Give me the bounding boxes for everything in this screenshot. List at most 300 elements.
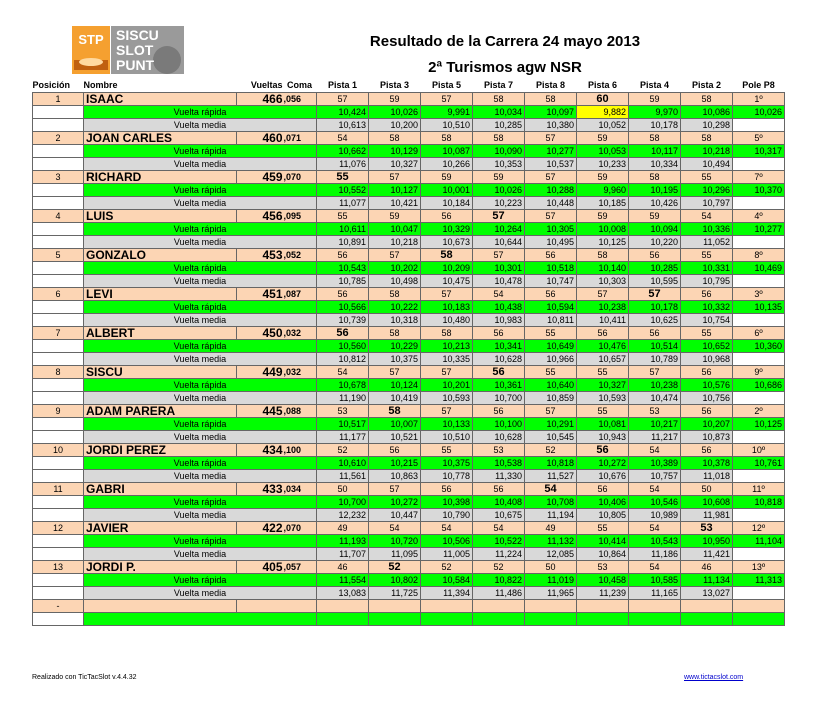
track-laps: 56 bbox=[629, 327, 681, 340]
track-laps: 52 bbox=[421, 561, 473, 574]
track-laps: 52 bbox=[369, 561, 421, 574]
mean-lap-time: 10,335 bbox=[421, 353, 473, 366]
mean-lap-time: 11,052 bbox=[681, 236, 733, 249]
mean-lap-time: 10,625 bbox=[629, 314, 681, 327]
fast-lap-time: 10,201 bbox=[421, 379, 473, 392]
mean-lap-label: Vuelta media bbox=[84, 392, 317, 405]
fast-lap-time: 10,124 bbox=[369, 379, 421, 392]
driver-row bbox=[33, 93, 785, 106]
mean-lap-time: 10,673 bbox=[421, 236, 473, 249]
mean-lap-time: 10,521 bbox=[369, 431, 421, 444]
blank-cell bbox=[33, 392, 84, 405]
track-laps: 53 bbox=[629, 405, 681, 418]
track-laps: 58 bbox=[369, 132, 421, 145]
mean-lap-time: 10,448 bbox=[525, 197, 577, 210]
fast-lap-time: 10,272 bbox=[577, 457, 629, 470]
fast-lap-time: 10,277 bbox=[525, 145, 577, 158]
fast-lap-label: Vuelta rápida bbox=[84, 340, 317, 353]
fast-lap-row bbox=[33, 574, 785, 587]
fast-lap-label: Vuelta rápida bbox=[84, 457, 317, 470]
fast-lap-time bbox=[733, 613, 785, 626]
fast-lap-time: 9,882 bbox=[577, 106, 629, 119]
fast-lap-time: 10,341 bbox=[473, 340, 525, 353]
mean-lap-time: 10,178 bbox=[629, 119, 681, 132]
mean-lap-time: 10,475 bbox=[421, 275, 473, 288]
track-laps: 59 bbox=[421, 171, 473, 184]
fast-lap-time: 10,336 bbox=[681, 223, 733, 236]
track-laps: 57 bbox=[369, 483, 421, 496]
mean-lap-time: 10,593 bbox=[421, 392, 473, 405]
blank-cell bbox=[733, 197, 785, 210]
footer-link[interactable]: www.tictacslot.com bbox=[684, 674, 744, 681]
mean-lap-time: 10,756 bbox=[681, 392, 733, 405]
mean-lap-time: 11,421 bbox=[681, 548, 733, 561]
track-laps: 57 bbox=[577, 288, 629, 301]
fast-lap-label: Vuelta rápida bbox=[84, 106, 317, 119]
fast-lap-time: 10,822 bbox=[473, 574, 525, 587]
laps-total: 459 bbox=[237, 171, 283, 184]
track-laps: 52 bbox=[525, 444, 577, 457]
position-cell: 8 bbox=[33, 366, 84, 379]
pole-fast-lap: 10,686 bbox=[733, 379, 785, 392]
header-coma: Coma bbox=[286, 80, 312, 90]
laps-total: 456 bbox=[237, 210, 283, 223]
header-track: Pista 8 bbox=[535, 80, 566, 90]
blank-cell bbox=[733, 470, 785, 483]
fast-lap-row bbox=[33, 379, 785, 392]
header-track: Pista 4 bbox=[639, 80, 670, 90]
track-laps: 55 bbox=[577, 366, 629, 379]
fast-lap-time: 10,129 bbox=[369, 145, 421, 158]
driver-name: JAVIER bbox=[84, 522, 237, 535]
mean-lap-label: Vuelta media bbox=[84, 119, 317, 132]
track-laps: 50 bbox=[525, 561, 577, 574]
track-laps bbox=[369, 600, 421, 613]
track-laps: 52 bbox=[317, 444, 369, 457]
track-laps: 55 bbox=[681, 327, 733, 340]
track-laps: 58 bbox=[421, 327, 473, 340]
track-laps: 56 bbox=[473, 405, 525, 418]
mean-lap-time: 10,873 bbox=[681, 431, 733, 444]
header-track: Pista 5 bbox=[431, 80, 462, 90]
fast-lap-time: 10,414 bbox=[577, 535, 629, 548]
pole-fast-lap: 10,818 bbox=[733, 496, 785, 509]
track-laps: 59 bbox=[629, 210, 681, 223]
driver-row bbox=[33, 327, 785, 340]
pole-fast-lap: 10,761 bbox=[733, 457, 785, 470]
mean-lap-time: 11,186 bbox=[629, 548, 681, 561]
fast-lap-time: 10,331 bbox=[681, 262, 733, 275]
mean-lap-time: 11,561 bbox=[317, 470, 369, 483]
header-track: Pista 1 bbox=[327, 80, 358, 90]
mean-lap-label: Vuelta media bbox=[84, 548, 317, 561]
position-cell: 4 bbox=[33, 210, 84, 223]
track-laps: 46 bbox=[681, 561, 733, 574]
logo-siscu-text: SISCU bbox=[116, 27, 159, 43]
driver-name: GONZALO bbox=[84, 249, 237, 262]
position-cell: 5 bbox=[33, 249, 84, 262]
mean-lap-time: 10,747 bbox=[525, 275, 577, 288]
laps-total bbox=[237, 600, 283, 613]
mean-lap-time: 10,303 bbox=[577, 275, 629, 288]
fast-lap-time bbox=[317, 613, 369, 626]
fast-lap-time: 10,272 bbox=[369, 496, 421, 509]
fast-lap-label: Vuelta rápida bbox=[84, 301, 317, 314]
mean-lap-time: 10,223 bbox=[473, 197, 525, 210]
track-laps: 56 bbox=[577, 444, 629, 457]
fast-lap-time: 10,117 bbox=[629, 145, 681, 158]
blank-cell bbox=[733, 392, 785, 405]
pole-fast-lap: 10,277 bbox=[733, 223, 785, 236]
fast-lap-time: 11,132 bbox=[525, 535, 577, 548]
mean-lap-time: 11,177 bbox=[317, 431, 369, 444]
pole-position: 1º bbox=[733, 93, 785, 106]
fast-lap-time: 10,327 bbox=[577, 379, 629, 392]
track-laps: 54 bbox=[473, 288, 525, 301]
pole-position bbox=[733, 600, 785, 613]
mean-lap-time: 10,426 bbox=[629, 197, 681, 210]
header-vueltas: Vueltas bbox=[250, 80, 283, 90]
fast-lap-time: 10,611 bbox=[317, 223, 369, 236]
mean-lap-time: 13,083 bbox=[317, 587, 369, 600]
fast-lap-time: 10,566 bbox=[317, 301, 369, 314]
fast-lap-time: 10,398 bbox=[421, 496, 473, 509]
pole-position: 3º bbox=[733, 288, 785, 301]
track-laps: 56 bbox=[577, 327, 629, 340]
track-laps: 57 bbox=[525, 210, 577, 223]
track-laps: 57 bbox=[629, 288, 681, 301]
track-laps: 56 bbox=[473, 327, 525, 340]
blank-cell bbox=[733, 158, 785, 171]
fast-lap-time: 10,007 bbox=[369, 418, 421, 431]
driver-name: JOAN CARLES bbox=[84, 132, 237, 145]
fast-lap-time: 10,001 bbox=[421, 184, 473, 197]
pole-fast-lap: 11,313 bbox=[733, 574, 785, 587]
driver-name: RICHARD bbox=[84, 171, 237, 184]
track-laps: 56 bbox=[473, 366, 525, 379]
laps-total: 450 bbox=[237, 327, 283, 340]
blank-cell bbox=[733, 119, 785, 132]
blank-cell bbox=[733, 275, 785, 288]
pole-fast-lap: 10,125 bbox=[733, 418, 785, 431]
driver-row bbox=[33, 249, 785, 262]
fast-lap-time: 10,195 bbox=[629, 184, 681, 197]
mean-lap-time: 10,593 bbox=[577, 392, 629, 405]
blank-cell bbox=[33, 145, 84, 158]
fast-lap-time: 10,560 bbox=[317, 340, 369, 353]
fast-lap-time: 10,215 bbox=[369, 457, 421, 470]
pole-position: 2º bbox=[733, 405, 785, 418]
fast-lap-row bbox=[33, 145, 785, 158]
fast-lap-label: Vuelta rápida bbox=[84, 535, 317, 548]
track-laps bbox=[681, 600, 733, 613]
mean-lap-time: 10,754 bbox=[681, 314, 733, 327]
track-laps: 57 bbox=[369, 366, 421, 379]
fast-lap-time bbox=[369, 613, 421, 626]
mean-lap-time: 10,285 bbox=[473, 119, 525, 132]
track-laps: 57 bbox=[473, 210, 525, 223]
fast-lap-time: 10,291 bbox=[525, 418, 577, 431]
mean-lap-time: 11,076 bbox=[317, 158, 369, 171]
fast-lap-time: 10,585 bbox=[629, 574, 681, 587]
fast-lap-time: 10,218 bbox=[681, 145, 733, 158]
track-laps: 59 bbox=[473, 171, 525, 184]
track-laps: 55 bbox=[577, 522, 629, 535]
mean-lap-time: 10,613 bbox=[317, 119, 369, 132]
fast-lap-time bbox=[473, 613, 525, 626]
blank-cell bbox=[33, 457, 84, 470]
blank-cell bbox=[733, 587, 785, 600]
track-laps bbox=[629, 600, 681, 613]
blank-cell bbox=[33, 301, 84, 314]
track-laps: 56 bbox=[681, 366, 733, 379]
laps-fraction bbox=[283, 600, 317, 613]
blank-cell bbox=[33, 262, 84, 275]
fast-lap-time: 10,546 bbox=[629, 496, 681, 509]
track-laps: 54 bbox=[317, 366, 369, 379]
mean-lap-time: 10,220 bbox=[629, 236, 681, 249]
track-laps: 56 bbox=[681, 444, 733, 457]
fast-lap-time: 10,517 bbox=[317, 418, 369, 431]
track-laps: 54 bbox=[681, 210, 733, 223]
mean-lap-time: 10,943 bbox=[577, 431, 629, 444]
pole-position: 8º bbox=[733, 249, 785, 262]
track-laps: 57 bbox=[421, 405, 473, 418]
fast-lap-label: Vuelta rápida bbox=[84, 262, 317, 275]
track-laps: 49 bbox=[525, 522, 577, 535]
track-laps: 57 bbox=[473, 249, 525, 262]
track-laps: 58 bbox=[369, 327, 421, 340]
track-laps: 53 bbox=[577, 561, 629, 574]
fast-lap-time: 10,305 bbox=[525, 223, 577, 236]
track-laps: 56 bbox=[317, 249, 369, 262]
mean-lap-row bbox=[33, 587, 785, 600]
mean-lap-time: 10,200 bbox=[369, 119, 421, 132]
mean-lap-time: 11,239 bbox=[577, 587, 629, 600]
laps-total: 405 bbox=[237, 561, 283, 574]
mean-lap-label: Vuelta media bbox=[84, 353, 317, 366]
results-table-body bbox=[33, 79, 785, 626]
fast-lap-label: Vuelta rápida bbox=[84, 379, 317, 392]
mean-lap-row bbox=[33, 314, 785, 327]
fast-lap-time: 10,594 bbox=[525, 301, 577, 314]
position-cell: 3 bbox=[33, 171, 84, 184]
mean-lap-time: 10,125 bbox=[577, 236, 629, 249]
track-laps: 54 bbox=[629, 561, 681, 574]
mean-lap-time: 10,474 bbox=[629, 392, 681, 405]
mean-lap-label: Vuelta media bbox=[84, 275, 317, 288]
pole-position: 5º bbox=[733, 132, 785, 145]
fast-lap-time: 10,053 bbox=[577, 145, 629, 158]
blank-cell bbox=[33, 431, 84, 444]
mean-lap-time: 10,510 bbox=[421, 431, 473, 444]
mean-lap-time: 11,224 bbox=[473, 548, 525, 561]
fast-lap-time: 10,329 bbox=[421, 223, 473, 236]
track-laps bbox=[317, 600, 369, 613]
fast-lap-time: 9,960 bbox=[577, 184, 629, 197]
mean-lap-time: 10,863 bbox=[369, 470, 421, 483]
header-track: Pista 2 bbox=[691, 80, 722, 90]
mean-lap-time: 10,676 bbox=[577, 470, 629, 483]
fast-lap-time: 10,047 bbox=[369, 223, 421, 236]
fast-lap-time: 10,576 bbox=[681, 379, 733, 392]
track-laps: 58 bbox=[473, 93, 525, 106]
track-laps: 59 bbox=[369, 210, 421, 223]
blank-cell bbox=[33, 340, 84, 353]
mean-lap-label: Vuelta media bbox=[84, 314, 317, 327]
track-laps: 57 bbox=[369, 249, 421, 262]
track-laps: 53 bbox=[473, 444, 525, 457]
fast-lap-time bbox=[629, 613, 681, 626]
mean-lap-time: 10,966 bbox=[525, 353, 577, 366]
mean-lap-row bbox=[33, 509, 785, 522]
mean-lap-time: 11,217 bbox=[629, 431, 681, 444]
fast-lap-time: 9,970 bbox=[629, 106, 681, 119]
fast-lap-time: 10,543 bbox=[629, 535, 681, 548]
driver-row bbox=[33, 522, 785, 535]
fast-lap-time: 10,296 bbox=[681, 184, 733, 197]
mean-lap-time: 10,498 bbox=[369, 275, 421, 288]
blank-cell bbox=[33, 548, 84, 561]
blank-cell bbox=[33, 275, 84, 288]
mean-lap-time: 10,628 bbox=[473, 353, 525, 366]
fast-lap-time: 10,678 bbox=[317, 379, 369, 392]
fast-lap-time: 11,193 bbox=[317, 535, 369, 548]
pole-position: 6º bbox=[733, 327, 785, 340]
mean-lap-time: 10,334 bbox=[629, 158, 681, 171]
mean-lap-label: Vuelta media bbox=[84, 158, 317, 171]
track-laps: 56 bbox=[473, 483, 525, 496]
mean-lap-time: 10,537 bbox=[525, 158, 577, 171]
driver-name: JORDI PEREZ bbox=[84, 444, 237, 457]
page-subtitle: 2ª Turismos agw NSR bbox=[428, 59, 582, 76]
mean-lap-time: 10,797 bbox=[681, 197, 733, 210]
track-laps: 57 bbox=[525, 132, 577, 145]
mean-lap-time: 11,527 bbox=[525, 470, 577, 483]
fast-lap-time: 10,238 bbox=[629, 379, 681, 392]
mean-lap-time: 10,657 bbox=[577, 353, 629, 366]
fast-lap-time: 10,332 bbox=[681, 301, 733, 314]
fast-lap-time: 10,264 bbox=[473, 223, 525, 236]
pole-fast-lap: 10,360 bbox=[733, 340, 785, 353]
fast-lap-time: 10,818 bbox=[525, 457, 577, 470]
position-cell: 13 bbox=[33, 561, 84, 574]
blank-cell bbox=[33, 353, 84, 366]
laps-fraction: ,032 bbox=[283, 366, 317, 379]
fast-lap-time: 10,802 bbox=[369, 574, 421, 587]
logo-slot-text: SLOT bbox=[116, 42, 154, 58]
driver-name: LEVI bbox=[84, 288, 237, 301]
blank-cell bbox=[33, 119, 84, 132]
track-laps: 57 bbox=[421, 288, 473, 301]
fast-lap-time: 10,034 bbox=[473, 106, 525, 119]
fast-lap-label: Vuelta rápida bbox=[84, 496, 317, 509]
mean-lap-time: 10,628 bbox=[473, 431, 525, 444]
position-cell: - bbox=[33, 600, 84, 613]
track-laps: 50 bbox=[681, 483, 733, 496]
driver-name: JORDI P. bbox=[84, 561, 237, 574]
fast-lap-time: 10,514 bbox=[629, 340, 681, 353]
driver-name: GABRI bbox=[84, 483, 237, 496]
position-cell: 2 bbox=[33, 132, 84, 145]
track-laps: 54 bbox=[317, 132, 369, 145]
track-laps: 56 bbox=[525, 249, 577, 262]
fast-lap-time: 11,554 bbox=[317, 574, 369, 587]
mean-lap-time: 10,327 bbox=[369, 158, 421, 171]
footer-credit: Realizado con TicTacSlot v.4.4.32 bbox=[32, 674, 137, 681]
driver-row bbox=[33, 171, 785, 184]
fast-lap-label: Vuelta rápida bbox=[84, 574, 317, 587]
track-laps: 53 bbox=[317, 405, 369, 418]
fast-lap-label: Vuelta rápida bbox=[84, 145, 317, 158]
mean-lap-time: 10,421 bbox=[369, 197, 421, 210]
track-laps: 60 bbox=[577, 93, 629, 106]
laps-total: 451 bbox=[237, 288, 283, 301]
fast-lap-time: 10,100 bbox=[473, 418, 525, 431]
track-laps: 59 bbox=[629, 93, 681, 106]
laps-total: 453 bbox=[237, 249, 283, 262]
laps-fraction: ,095 bbox=[283, 210, 317, 223]
blank-cell bbox=[33, 535, 84, 548]
fast-lap-row bbox=[33, 496, 785, 509]
track-laps: 54 bbox=[421, 522, 473, 535]
track-laps: 56 bbox=[317, 288, 369, 301]
mean-lap-time: 11,486 bbox=[473, 587, 525, 600]
mean-lap-row bbox=[33, 275, 785, 288]
mean-lap-time: 11,095 bbox=[369, 548, 421, 561]
empty-driver-row bbox=[33, 600, 785, 613]
fast-lap-time: 10,720 bbox=[369, 535, 421, 548]
fast-lap-time: 10,209 bbox=[421, 262, 473, 275]
fast-lap-time: 10,026 bbox=[369, 106, 421, 119]
fast-lap-time: 10,097 bbox=[525, 106, 577, 119]
fast-lap-time: 10,207 bbox=[681, 418, 733, 431]
fast-lap-time: 11,019 bbox=[525, 574, 577, 587]
blank-cell bbox=[733, 353, 785, 366]
mean-lap-time: 11,077 bbox=[317, 197, 369, 210]
track-laps: 55 bbox=[525, 327, 577, 340]
mean-lap-time: 10,778 bbox=[421, 470, 473, 483]
driver-row bbox=[33, 132, 785, 145]
position-cell: 1 bbox=[33, 93, 84, 106]
fast-lap-row bbox=[33, 184, 785, 197]
mean-lap-time: 11,005 bbox=[421, 548, 473, 561]
track-laps: 49 bbox=[317, 522, 369, 535]
blank-cell bbox=[33, 496, 84, 509]
track-laps: 59 bbox=[369, 93, 421, 106]
mean-lap-time: 10,052 bbox=[577, 119, 629, 132]
fast-lap-label: Vuelta rápida bbox=[84, 223, 317, 236]
pole-position: 7º bbox=[733, 171, 785, 184]
fast-lap-time: 10,662 bbox=[317, 145, 369, 158]
fast-lap-time: 10,178 bbox=[629, 301, 681, 314]
mean-lap-time: 10,353 bbox=[473, 158, 525, 171]
track-laps: 58 bbox=[421, 132, 473, 145]
fast-lap-time: 10,708 bbox=[525, 496, 577, 509]
driver-name: ADAM PARERA bbox=[84, 405, 237, 418]
mean-lap-time: 10,675 bbox=[473, 509, 525, 522]
mean-lap-time: 10,811 bbox=[525, 314, 577, 327]
track-laps: 56 bbox=[369, 444, 421, 457]
blank-cell bbox=[33, 197, 84, 210]
blank-cell bbox=[733, 509, 785, 522]
mean-lap-time: 10,510 bbox=[421, 119, 473, 132]
mean-lap-time: 11,165 bbox=[629, 587, 681, 600]
fast-lap-row bbox=[33, 535, 785, 548]
mean-lap-time: 11,190 bbox=[317, 392, 369, 405]
track-laps: 58 bbox=[525, 93, 577, 106]
track-laps: 52 bbox=[473, 561, 525, 574]
